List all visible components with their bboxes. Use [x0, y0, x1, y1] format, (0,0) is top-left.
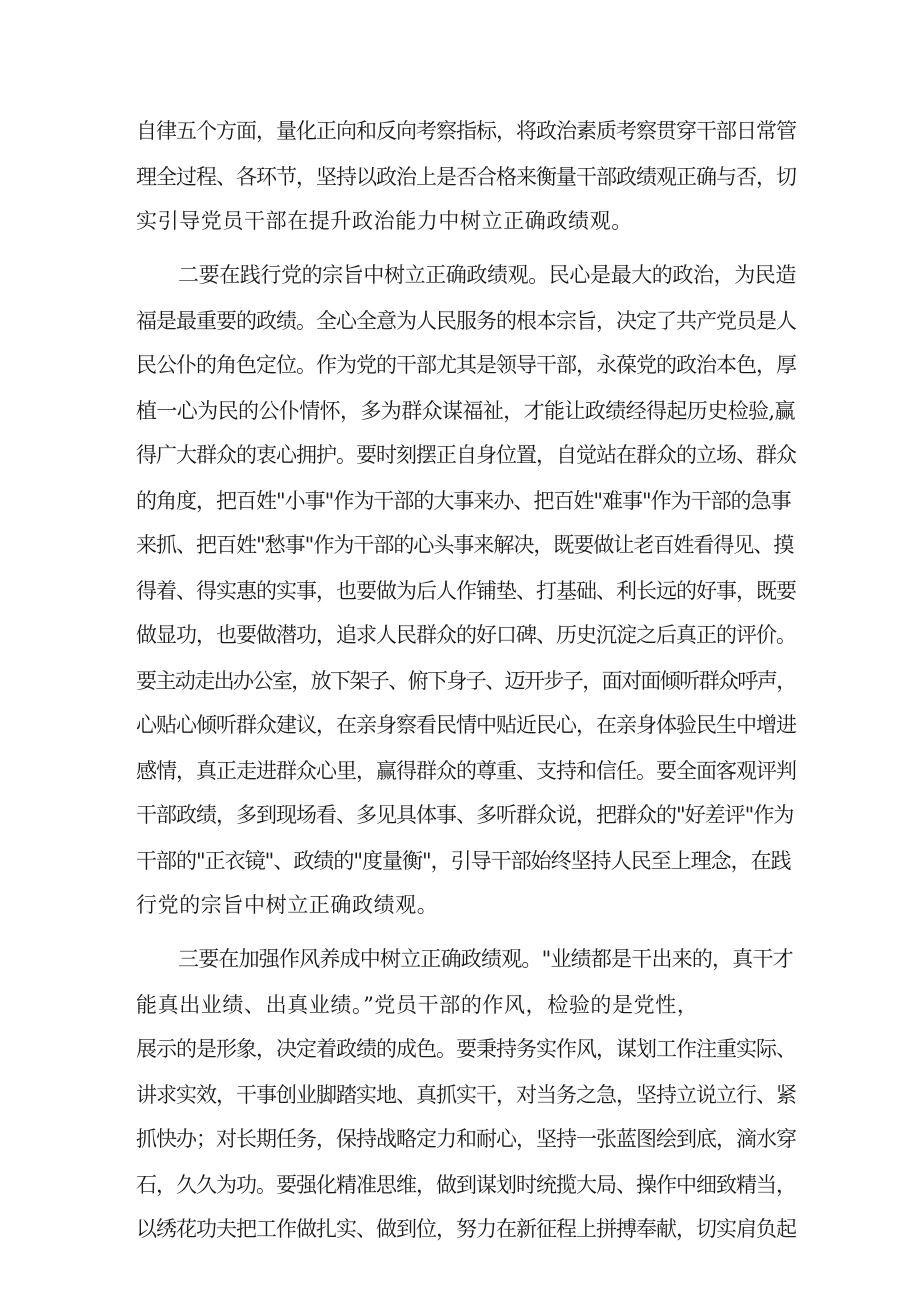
paragraph-first-line: 三要在加强作风养成中树立正确政绩观。"业绩都是干出来的，真干才 [178, 947, 793, 971]
text-line: 以绣花功夫把工作做扎实、做到位，努力在新征程上拼搏奉献，切实肩负起 [136, 1217, 796, 1241]
text-line: 植一心为民的公仆情怀，多为群众谋福祉，才能让政绩经得起历史检验,赢 [136, 399, 795, 423]
text-line: 干部的"正衣镜"、政绩的"度量衡"，引导干部始终坚持人民至上理念，在践 [136, 849, 791, 873]
text-line: 的角度，把百姓"小事"作为干部的大事来办、把百姓"难事"作为干部的急事 [136, 489, 791, 513]
text-line: 心贴心倾听群众建议，在亲身察看民情中贴近民心，在亲身体验民生中增进 [136, 713, 796, 737]
text-line: 石，久久为功。要强化精准思维，做到谋划时统揽大局、操作中细致精当， [136, 1173, 796, 1197]
text-line: 干部政绩，多到现场看、多见具体事、多听群众说，把群众的"好差评"作为 [136, 803, 794, 827]
text-line: 要主动走出办公室，放下架子、俯下身子、迈开步子，面对面倾听群众呼声， [136, 669, 796, 693]
text-line: 民公仆的角色定位。作为党的干部尤其是领导干部，永葆党的政治本色，厚 [136, 353, 796, 377]
text-line: 得广大群众的衷心拥护。要时刻摆正自身位置，自觉站在群众的立场、群众 [136, 443, 796, 467]
text-line: 理全过程、各环节，坚持以政治上是否合格来衡量干部政绩观正确与否，切 [136, 165, 796, 189]
text-line: 能真出业绩、出真业绩。”党员干部的作风，检验的是党性， [136, 993, 699, 1017]
text-line: 福是最重要的政绩。全心全意为人民服务的根本宗旨，决定了共产党员是人 [136, 309, 796, 333]
paragraph-first-line: 二要在践行党的宗旨中树立正确政绩观。民心是最大的政治，为民造 [178, 263, 796, 287]
text-line: 感情，真正走进群众心里，赢得群众的尊重、支持和信任。要全面客观评判 [136, 759, 796, 783]
text-line: 自律五个方面，量化正向和反向考察指标，将政治素质考察贯穿干部日常管 [136, 119, 796, 143]
text-line: 实引导党员干部在提升政治能力中树立正确政绩观。 [136, 209, 633, 233]
text-line: 做显功，也要做潜功，追求人民群众的好口碑、历史沉淀之后真正的评价。 [136, 623, 796, 647]
text-line: 展示的是形象，决定着政绩的成色。要秉持务实作风，谋划工作注重实际、 [136, 1037, 796, 1061]
text-line: 得着、得实惠的实事，也要做为后人作铺垫、打基础、利长远的好事，既要 [136, 579, 796, 603]
text-line: 抓快办；对长期任务，保持战略定力和耐心，坚持一张蓝图绘到底，滴水穿 [136, 1127, 796, 1151]
text-line: 来抓、把百姓"愁事"作为干部的心头事来解决，既要做让老百姓看得见、摸 [136, 533, 794, 557]
text-line: 行党的宗旨中树立正确政绩观。 [136, 893, 439, 917]
text-line: 讲求实效，干事创业脚踏实地、真抓实干，对当务之急，坚持立说立行、紧 [136, 1083, 796, 1107]
